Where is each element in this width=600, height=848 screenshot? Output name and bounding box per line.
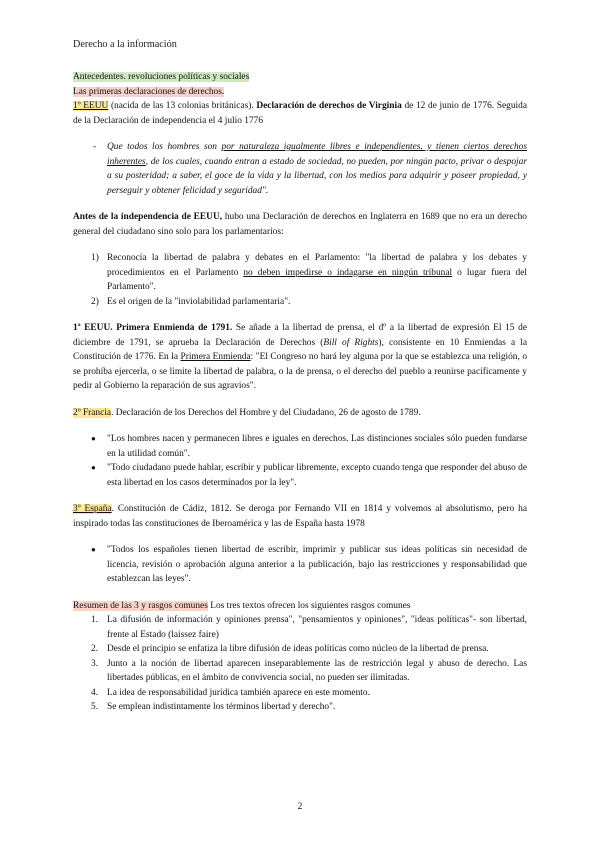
resumen-list: [73, 613, 527, 715]
list-item: 2) Es el origen de la "inviolabilidad parlamentaria".: [91, 296, 291, 307]
antes-paragraph: Antes de la independencia de EEUU, hubo una Declaración de derechos en Inglaterra en 1689 que no era un derecho general del ciudadano sino solo para los parlamentarios:: [73, 212, 527, 237]
list-item: ● "Todo ciudadano puede hablar, escribir y publicar libremente, excepto cuando tenga que responder del abuso de esta libertad en los casos determinados por la ley".: [91, 463, 527, 488]
espana-paragraph: 3º España. Constitución de Cádiz, 1812. Se deroga por Fernando VII en 1814 y volvemos al absolutismo, pero ha inspirado todas las constituciones de Iberoamérica y las de España hasta 1978: [73, 504, 527, 529]
section-title: Antecedentes. revoluciones políticas y sociales: [73, 72, 250, 82]
list-item: 1. La difusión de información y opiniones prensa", "pensamientos y opiniones", "ideas políticas"- son libertad, frente al Estado (laissez faire): [91, 615, 527, 640]
francia-list: [73, 432, 527, 490]
england-list: [73, 251, 527, 309]
list-item: 2. Desde el principio se enfatiza la libre difusión de ideas políticas como núcleo de la libertad de prensa.: [91, 644, 489, 654]
francia-paragraph: 2º Francia. Declaración de los Derechos del Hombre y del Ciudadano, 26 de agosto de 1789.: [73, 407, 421, 418]
list-item: 1) Reconocía la libertad de palabra y debates en el Parlamento: "la libertad de palabra y los debates y procedimientos en el Parlamento no deben impedirse o indagarse en ningún tribunal o lugar fuera del Parlamento".: [91, 253, 527, 292]
page-number: 2: [297, 802, 303, 812]
espana-list: [73, 543, 527, 587]
eeuu-label: 1º EEUU: [73, 101, 109, 111]
list-item: 4. La idea de responsabilidad jurídica también aparece en este momento.: [91, 687, 370, 698]
document-page: [73, 0, 527, 848]
francia-label: 2º Francia: [73, 407, 112, 418]
resumen-label: Resumen de las 3 y rasgos comunes: [73, 600, 208, 611]
list-item: ● "Todos los españoles tienen libertad de escribir, imprimir y publicar sus ideas políticas sin necesidad de licencia, revisión o aprobación alguna anterior a la publicación, bajo las restricciones y responsabilidad que establezcan las leyes".: [91, 545, 527, 584]
list-item: 5. Se emplean indistintamente los términos libertad y derecho".: [91, 702, 336, 712]
list-item: ● "Los hombres nacen y permanecen libres e iguales en derechos. Las distinciones sociales sólo pueden fundarse en la utilidad común".: [91, 434, 527, 459]
eeuu-paragraph: 1º EEUU (nacida de las 13 colonias británicas). Declaración de derechos de Virginia de 12 de junio de 1776. Seguida de la Declaración de independencia el 4 julio 1776: [73, 101, 527, 126]
virginia-quote: - Que todos los hombres son por naturaleza igualmente libres e independientes, y tienen ciertos derechos inherentes, de los cuales, cuando entran a estado de sociedad, no pueden, por ningún pacto, privar o despojar a su posteridad; a saber, el goce de la vida y la libertad, con los medios para adquirir y poseer propiedad, y perseguir y obtener felicidad y seguridad".: [93, 142, 528, 196]
document-body: [73, 70, 527, 715]
espana-label: 3º España: [73, 504, 112, 514]
list-item: 3. Junto a la noción de libertad aparecen inseparablemente las de restricción legal y abuso de derecho. Las libertades públicas, en el ámbito de convivencia social, no pueden ser ilimitadas.: [91, 658, 527, 683]
subsection-title: Las primeras declaraciones de derechos.: [73, 86, 225, 97]
dash-marker: -: [93, 142, 97, 152]
resumen-paragraph: Resumen de las 3 y rasgos comunes Los tres textos ofrecen los siguientes rasgos comunes: [73, 600, 411, 611]
page-header: Derecho a la información: [73, 39, 177, 50]
enmienda-paragraph: 1ª EEUU. Primera Enmienda de 1791. Se añade a la libertad de prensa, el dº a la libertad de expresión El 15 de diciembre de 1791, se aprueba la Declaración de Derechos (Bill of Rights), consistente en 10 Enmiendas a la Constitución de 1776. En la Primera Enmienda: "El Congreso no hará ley alguna por la que se establezca una religión, o se prohíba ejercerla, o se limite la libertad de palabra, o la de prensa, o el derecho del pueblo a reunirse pacíficamente y pedir al Gobierno la reparación de sus agravios".: [73, 323, 528, 391]
